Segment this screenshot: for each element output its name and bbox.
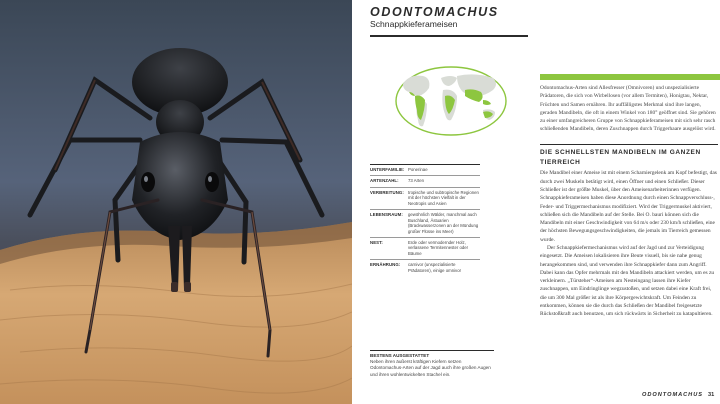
fact-row xyxy=(370,237,480,259)
main-text-column xyxy=(540,84,718,319)
right-page xyxy=(352,0,720,404)
section-heading: DIE SCHNELLSTEN MANDIBELN IM GANZEN TIERREICH xyxy=(540,144,718,168)
intro-paragraph: Odontomachus-Arten sind Allesfresser (Omnivoren) und unspezialisierte Prädatoren, die sich von Wirbellosen (vor allem Termiten), Honigtau, Nektar, Früchten und Samen ernähren. Ihr auffälligstes Merkmal sind ihre langen, geraden Mandibeln, die oft in einem Winkel von 180° geöffnet sind. Sie gehören zu einer umfangreicheren Gruppe von Schnappkieferameisen mit sich sehr rasch schließenden Mandibeln, deren Zuschnappen durch Triggerhaare ausgelöst wird. xyxy=(540,85,716,133)
page-number: 31 xyxy=(708,392,715,398)
photo-caption xyxy=(370,350,494,378)
distribution-map xyxy=(395,66,507,136)
accent-bar xyxy=(540,74,720,80)
fact-label: NEST: xyxy=(370,239,383,245)
fact-row xyxy=(370,259,480,276)
fact-value: tropische und subtropische Regionen mit der höchsten Vielfalt in der Neotropis und Asien xyxy=(408,189,479,206)
fact-row xyxy=(370,175,480,186)
ant-illustration xyxy=(0,0,352,404)
fact-label: ARTENZAHL: xyxy=(370,178,399,184)
fact-row xyxy=(370,164,480,175)
caption-title: BESTENS AUSGESTATTET xyxy=(370,353,430,358)
facts-table xyxy=(370,164,480,276)
body-paragraph: Der Schnappkiefermechanismus wird auf der Jagd und zur Verteidigung eingesetzt. Die Ameisen lokalisieren ihre Beute visuell, bis sie nahe genug herangekommen sind, und verwenden ihre Schnappkiefer dann zum Angriff. Dabei kann das Opfer mehrmals mit den Mandibeln attackiert werden, um es zu verkleinern. „Türsteher“-Ameisen am Nesteingang lassen ihre Kiefer zuschnappen, um Eindringlinge wegzustoßen, und setzen dabei eine Kraft frei, die um 300 Mal größer ist als ihre Körpergewichtskraft. Um Feinden zu entkommen, können sie die durch das Schließen der Mandibel freigesetzte Rückstoßkraft auch benutzen, um sich rückwärts in Sicherheit zu katapultieren. xyxy=(540,244,715,318)
running-head: ODONTOMACHUS xyxy=(642,392,703,398)
ant-photograph xyxy=(0,0,352,404)
caption-text: Neben ihren äußerst kräftigen Kiefern setzen Odontomachus-Arten auf der Jagd auch ihre großen Augen und ihren wohlentwickelten Stachel ein. xyxy=(370,359,491,377)
fact-label: ERNÄHRUNG: xyxy=(370,262,401,268)
fact-row xyxy=(370,209,480,237)
fact-label: VERBREITUNG: xyxy=(370,189,404,195)
title-rule xyxy=(370,35,528,37)
fact-value: gewöhnlich Wälder, manchmal auch Buschland, Ästuarien (Brackwasserzonen an der Mündung großer Flüsse ins Meer) xyxy=(408,212,479,234)
genus-title: ODONTOMACHUS xyxy=(370,5,499,19)
common-name: Schnappkieferameisen xyxy=(370,19,458,29)
fact-row xyxy=(370,187,480,209)
caption-rule xyxy=(370,350,494,351)
fact-value: carnivor (unspezialisierte Prädatoren), einige omnivor xyxy=(408,262,462,273)
fact-label: UNTERFAMILIE: xyxy=(370,167,405,173)
fact-value: Erde oder vermodernder Holz, verlassene Termitennester oder Bäume xyxy=(408,239,469,256)
fact-label: LEBENSRAUM: xyxy=(370,212,403,218)
fact-value: 73 Arten xyxy=(408,178,425,184)
body-paragraph: Die Mandibel einer Ameise ist mit einem Scharniergelenk am Kopf befestigt, das durch zwei Muskeln betätigt wird, einen Öffner und einen Schließer. Dieser Schließer ist der größte Muskel, über den Ameisenarbeiterinnen verfügen. Schnappkieferameisen haben diese Anordnung durch einen Schnappverschluss-, Feder- und Triggermechanismus modifiziert. Wird der Triggermuskel aktiviert, schließen sich die Mandibeln auf der Stelle. Bei O. bauri können sich die Mandibeln mit einer Geschwindigkeit von 64 m/s oder 230 km/h schließen, eine der höchsten Bewegungsgeschwindigkeiten, die jemals im Tierreich gemessen wurde. xyxy=(540,170,717,243)
fact-value: Ponerinae xyxy=(408,167,428,173)
